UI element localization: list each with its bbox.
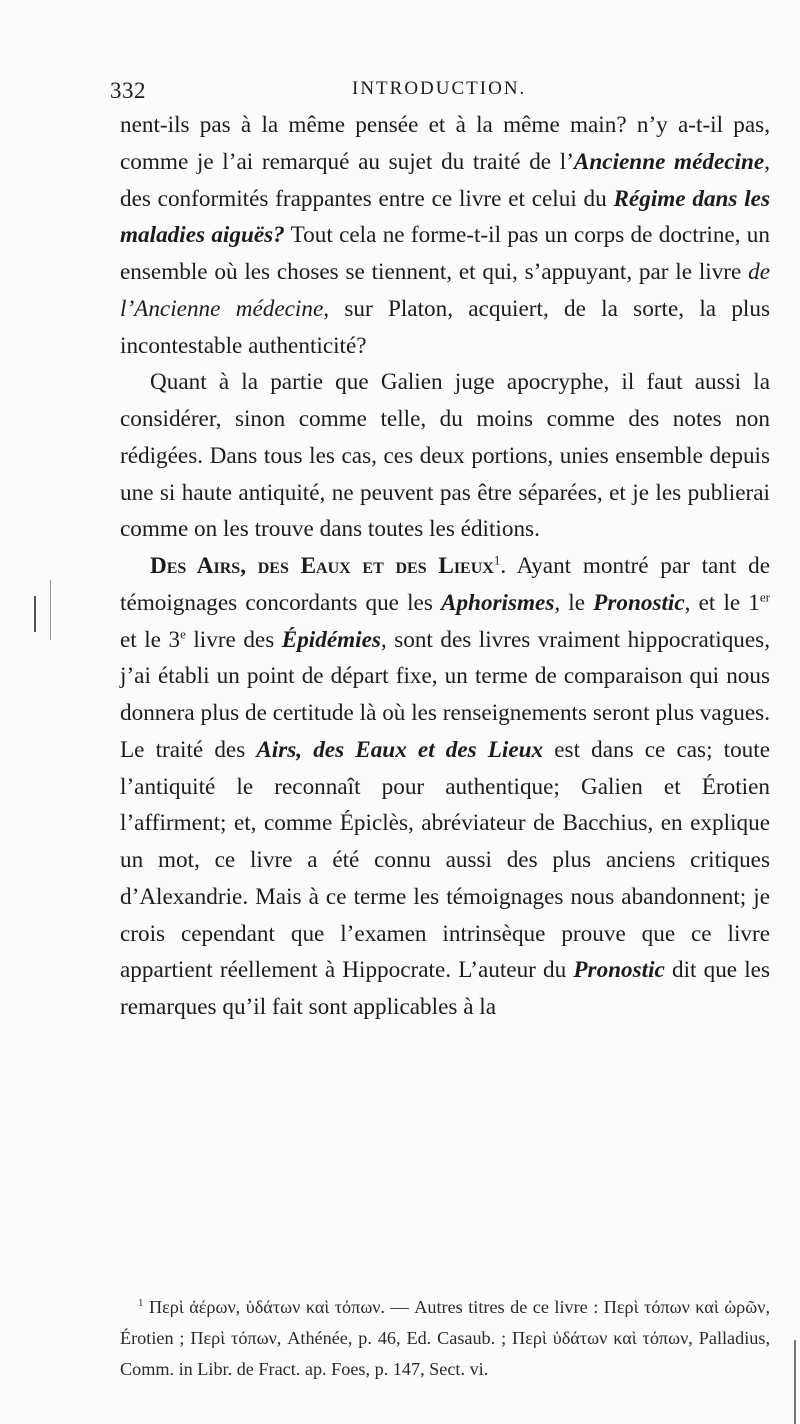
paragraph-2: Quant à la partie que Galien juge apocryphe, il faut aussi la considérer, sinon comme telle, du moins comme des notes non rédigées. Dans tous les cas, ces deux portions, unies ensemble depuis une si haute antiquité, ne peuvent pas être séparées, et je les publierai comme on les trouve dans toutes les éditions. — [120, 369, 770, 543]
text-run: nent-ils pas à la même pensée et à la même main? n’y a-t-il pas, comme je l’ai remarqué au sujet du traité de l’ — [120, 112, 770, 175]
title-regime-maladies-aigues: Régime dans les maladies aiguës? — [120, 185, 770, 249]
text-run: Tout cela ne forme-t-il pas un corps de doctrine, un ensemble où les choses se tiennent, et qui, s’appuyant, par le livre — [120, 222, 770, 285]
page-number: 332 — [110, 78, 146, 103]
text-run: , des conformités frappantes entre ce livre et celui du — [120, 148, 770, 212]
footnote-marker: 1 — [138, 1296, 144, 1309]
paragraph-3 — [120, 548, 770, 1026]
footnote-ref[interactable]: 1 — [493, 552, 501, 568]
title-pronostic-2: Pronostic — [573, 957, 665, 984]
title-aphorismes: Aphorismes — [440, 589, 555, 616]
footnote-text: Περὶ ἀέρων, ὑδάτων καὶ τόπων. — Autres titres de ce livre : Περὶ τόπων καὶ ὡρῶν, Érotien ; Περὶ τόπων, Athénée, p. 46, Ed. Casaub. ; Περὶ ὑδάτων καὶ τόπων, Palladius, Comm. in Libr. de Fract. ap. Foes, p. 147, Sect. vi. — [120, 1297, 770, 1379]
title-pronostic: Pronostic — [593, 589, 685, 616]
text-run: est dans ce cas; toute l’antiquité le reconnaît pour authentique; Galien et Érotien l’affirment; et, comme Épiclès, abréviateur de Bacchius, en explique un mot, ce livre a été connu aussi des plus anciens critiques d’Alexandrie. Mais à ce terme les témoignages nous abandonnent; je crois cependant que l’examen intrinsèque prouve que ce livre appartient réellement à Hippocrate. L’auteur du — [120, 736, 770, 984]
superscript: e — [180, 625, 186, 641]
text-run: dit que les remarques qu’il fait sont applicables à la — [120, 957, 770, 1020]
section-heading: Des Airs, des Eaux et des Lieux — [150, 553, 494, 579]
text-run: livre des — [185, 626, 282, 653]
title-epidemies: Épidémies — [281, 626, 381, 653]
running-head — [110, 78, 770, 108]
margin-mark — [34, 596, 36, 632]
footnotes — [120, 1292, 770, 1385]
superscript: er — [759, 589, 771, 605]
text-run: et le 3 — [120, 626, 181, 653]
text-run: sur Platon, acquiert, de la sorte, la plus incontestable authenticité? — [120, 295, 770, 359]
running-title: INTRODUCTION. — [352, 78, 527, 99]
title-ancienne-medecine-2: de l’Ancienne médecine, — [120, 259, 770, 322]
text-run: , le — [554, 589, 594, 616]
paragraph-1 — [120, 107, 770, 364]
text-run: , et le 1 — [684, 589, 760, 616]
title-ancienne-medecine: Ancienne médecine — [573, 148, 765, 175]
body-text — [120, 107, 770, 1026]
margin-mark — [50, 580, 51, 640]
page-edge-mark — [794, 1340, 796, 1424]
text-run: . Ayant montré par tant de témoignages concordants que les — [120, 553, 770, 616]
text-run: , sont des livres vraiment hippocratiques, j’ai établi un point de départ fixe, un terme de comparaison qui nous donnera plus de certitude là où les renseignements seront plus vagues. Le traité des — [120, 626, 770, 763]
title-airs-eaux-lieux: Airs, des Eaux et des Lieux — [256, 736, 544, 763]
footnote-1 — [120, 1292, 770, 1385]
